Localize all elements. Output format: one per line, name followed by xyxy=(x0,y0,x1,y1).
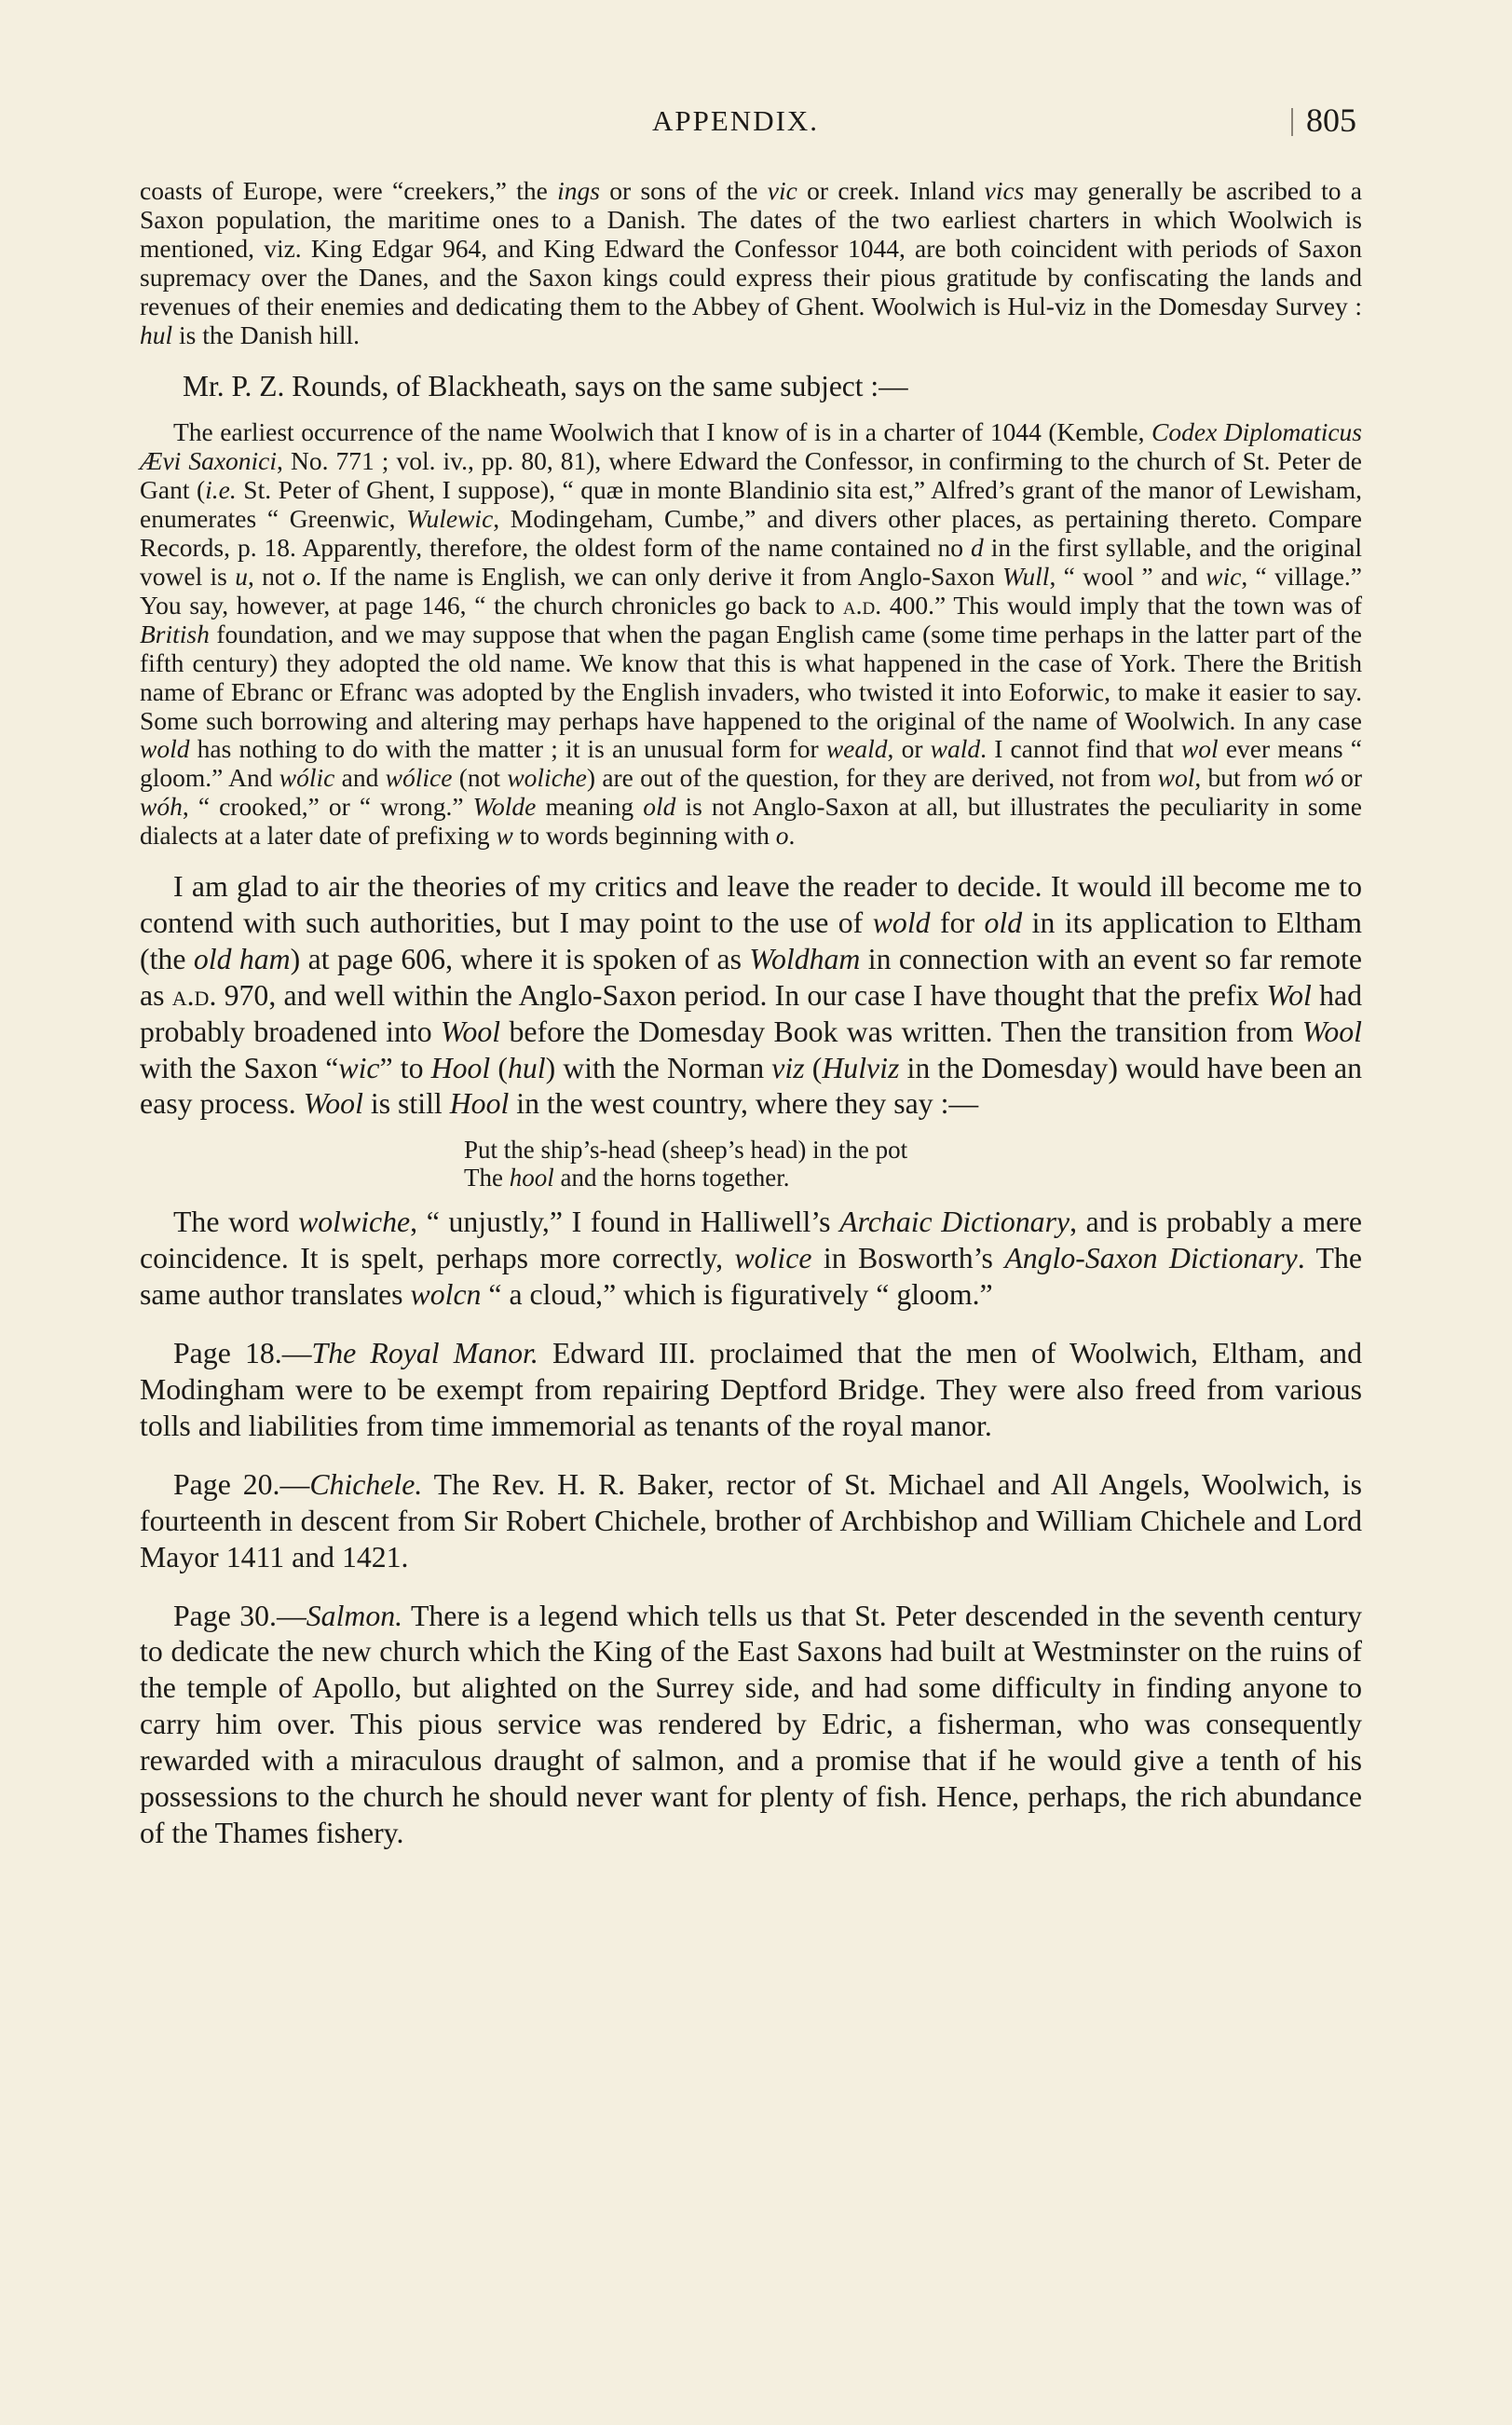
italic-text: Wolde xyxy=(472,792,537,822)
text-run: coasts of Europe, were “creekers,” the xyxy=(140,176,558,205)
italic-text: Woldham xyxy=(749,942,861,975)
italic-text: Hulviz xyxy=(822,1051,900,1084)
attribution-line xyxy=(183,370,1362,403)
text-run: ” to xyxy=(379,1051,431,1084)
italic-text: old xyxy=(984,906,1023,939)
italic-text: old xyxy=(643,792,676,822)
italic-text: woliche xyxy=(507,763,587,793)
paragraph-author-response xyxy=(140,869,1362,1123)
italic-text: Wol xyxy=(1266,978,1312,1012)
italic-text: hul xyxy=(140,320,173,349)
text-run: Page 18.— xyxy=(173,1337,312,1370)
text-run: St. Peter of Ghent, I suppose), “ quæ in monte Blandinio sita est,” Alfred’s grant of the manor of Lewisham, enumerates “ Greenwic, xyxy=(140,475,1362,534)
italic-text: old ham xyxy=(193,942,291,975)
text-run: , or xyxy=(887,734,931,764)
text-run: in the Domesday) would have been an easy process. xyxy=(140,1051,1362,1121)
italic-text: wold xyxy=(872,906,931,939)
italic-text: wólic xyxy=(279,763,335,793)
text-run: a.d. xyxy=(842,590,882,620)
text-run: Put the ship’s-head (sheep’s head) in the pot xyxy=(464,1136,908,1165)
italic-text: Wool xyxy=(1301,1015,1362,1048)
text-run: ) at page 606, where it is spoken of as xyxy=(290,942,750,975)
text-run: or xyxy=(1333,763,1362,793)
italic-text: wold xyxy=(140,734,190,764)
text-run: , No. 771 ; vol. iv., pp. 80, 81), where Edward the Confessor, in confirming to the church of St. Peter de Gant ( xyxy=(140,446,1362,505)
text-run: Mr. P. Z. Rounds, of Blackheath, says on the same subject :— xyxy=(183,370,908,403)
italic-text: u xyxy=(235,561,248,591)
verse-line-2 xyxy=(464,1164,789,1192)
italic-text: w xyxy=(496,821,513,851)
text-run: and xyxy=(334,763,386,793)
text-run: Page 30.— xyxy=(173,1599,306,1632)
text-run: ever means “ gloom.” And xyxy=(140,734,1362,793)
text-run: There is a legend which tells us that St. Peter descended in the seventh century to dedicate the new church which the King of the East Saxons had built at Westminster on the ruins of the temple of Apollo, but alighted on the Surrey side, and had some difficulty in finding anyone to carry him over. This pious service was rendered by Edric, a fisherman, who was consequently rewarded with a miraculous draught of salmon, and a promise that if he would give a tenth of his possessions to the church he should never want for plenty of fish. Hence, perhaps, the rich abundance of the Thames fishery. xyxy=(140,1599,1362,1849)
italic-text: Wool xyxy=(440,1015,501,1048)
text-run: foundation, and we may suppose that when the pagan English came (some time perhaps in the latter part of the fifth century) they adopted the old name. We know that this is what happened in the case of York. There the British name of Ebranc or Efranc was adopted by the English invaders, who twisted it into Eoforwic, to make it easier to say. Some such borrowing and altering may perhaps have happened to the original of the name of Woolwich. In any case xyxy=(140,619,1362,735)
text-run: ) with the Norman xyxy=(545,1051,772,1084)
text-run: The earliest occurrence of the name Woolwich that I know of is in a charter of 1044 (Kemble, xyxy=(173,417,1152,447)
italic-text: wolwiche xyxy=(298,1206,411,1239)
text-run: to words beginning with xyxy=(512,821,776,851)
italic-text: vics xyxy=(984,176,1025,205)
italic-text: Archaic Dictionary xyxy=(839,1206,1070,1239)
text-run: or sons of the xyxy=(599,176,768,205)
page-header xyxy=(0,101,1512,157)
italic-text: o xyxy=(775,821,789,851)
text-run: Edward III. proclaimed that the men of Woolwich, Eltham, and Modingham were to be exempt from repairing Deptford Bridge. They were also freed from various tolls and liabilities from time immemorial as tenants of the royal manor. xyxy=(140,1337,1362,1442)
italic-text: Salmon. xyxy=(306,1599,403,1632)
text-run: . xyxy=(788,821,796,851)
text-run: with the Saxon “ xyxy=(140,1051,339,1084)
text-run: , Modingeham, Cumbe,” and divers other places, as pertaining thereto. Compare Records, p. 18. Apparently, therefore, the oldest form of the name contained no xyxy=(140,504,1362,563)
text-run: , not xyxy=(247,561,303,591)
italic-text: wol xyxy=(1157,763,1195,793)
page-body xyxy=(140,177,1362,1852)
text-run: Page 20.— xyxy=(173,1467,310,1501)
text-run: I am glad to air the theories of my critics and leave the reader to decide. It would ill become me to contend with such authorities, but I may point to the use of xyxy=(140,870,1362,939)
italic-text: wol xyxy=(1180,734,1219,764)
text-run: in Bosworth’s xyxy=(811,1242,1005,1275)
italic-text: wó xyxy=(1303,763,1334,793)
text-run: The word xyxy=(173,1206,299,1239)
page-number: 805 xyxy=(1306,102,1356,139)
italic-text: wóh xyxy=(140,792,183,822)
italic-text: wólice xyxy=(385,763,453,793)
text-run: , “ crooked,” or “ wrong.” xyxy=(182,792,473,822)
paragraph-wolwiche xyxy=(140,1205,1362,1314)
italic-text: British xyxy=(140,619,210,648)
text-run: , “ unjustly,” I found in Halliwell’s xyxy=(410,1206,840,1239)
italic-text: weald xyxy=(825,734,888,764)
text-run: “ a cloud,” which is figuratively “ gloom.” xyxy=(481,1278,993,1312)
paragraph-page-20 xyxy=(140,1467,1362,1576)
text-run: , but from xyxy=(1194,763,1304,793)
verse-quote xyxy=(464,1136,1362,1192)
text-run: a.d. xyxy=(171,978,217,1012)
text-run: is the Danish hill. xyxy=(172,320,361,349)
text-run: meaning xyxy=(536,792,644,822)
italic-text: wic xyxy=(1206,561,1242,591)
text-run: The xyxy=(464,1164,510,1192)
italic-text: wic xyxy=(338,1051,380,1084)
text-run: is not Anglo-Saxon at all, but illustrates the peculiarity in some dialects at a later date of prefixing xyxy=(140,792,1362,851)
italic-text: Codex Diplomaticus Ævi Saxonici xyxy=(140,417,1362,476)
italic-text: Wool xyxy=(303,1087,363,1121)
text-run: in connection with an event so far remote as xyxy=(140,942,1363,1012)
text-run: . If the name is English, we can only derive it from Anglo-Saxon xyxy=(315,561,1003,591)
running-head: APPENDIX. xyxy=(652,104,820,137)
paragraph-page-18 xyxy=(140,1336,1362,1445)
italic-text: viz xyxy=(771,1051,805,1084)
header-rule-mark xyxy=(1291,108,1293,136)
paragraph-quote-continuation xyxy=(140,177,1362,349)
text-run: . I cannot find that xyxy=(980,734,1181,764)
italic-text: ings xyxy=(557,176,600,205)
text-run: . The same author translates xyxy=(140,1242,1362,1312)
text-run: in the first syllable, and the original vowel is xyxy=(140,533,1362,591)
verse-line-1 xyxy=(464,1136,907,1164)
italic-text: vic xyxy=(767,176,797,205)
text-run: had probably broadened into xyxy=(140,978,1362,1048)
text-run: (not xyxy=(452,763,508,793)
paragraph-rounds-letter xyxy=(140,418,1362,851)
text-run: for xyxy=(930,906,985,939)
italic-text: d xyxy=(971,533,984,563)
text-run: has nothing to do with the matter ; it is an unusual form for xyxy=(189,734,826,764)
italic-text: wolice xyxy=(734,1242,812,1275)
text-run: , “ village.” You say, however, at page 146, “ the church chronicles go back to xyxy=(140,561,1362,620)
italic-text: Wulewic xyxy=(406,504,494,534)
text-run: and the horns together. xyxy=(553,1164,790,1192)
italic-text: hool xyxy=(509,1164,554,1192)
text-run: may generally be ascribed to a Saxon population, the maritime ones to a Danish. The dates of the two earliest charters in which Woolwich is mentioned, viz. King Edgar 964, and King Edward the Confessor 1044, are both coincident with periods of Saxon supremacy over the Danes, and the Saxon kings could express their pious gratitude by confiscating the lands and revenues of their enemies and dedicating them to the Abbey of Ghent. Woolwich is Hul-viz in the Domesday Survey : xyxy=(140,176,1362,320)
text-run: or creek. Inland xyxy=(797,176,985,205)
text-run: ( xyxy=(490,1051,508,1084)
italic-text: wald xyxy=(930,734,981,764)
text-run: , and is probably a mere coincidence. It is spelt, perhaps more correctly, xyxy=(140,1206,1362,1275)
text-run: 400.” This would imply that the town was of xyxy=(881,590,1363,620)
italic-text: Hool xyxy=(449,1087,510,1121)
text-run: The Rev. H. R. Baker, rector of St. Michael and All Angels, Woolwich, is fourteenth in descent from Sir Robert Chichele, brother of Archbishop and William Chichele and Lord Mayor 1411 and 1421. xyxy=(140,1467,1362,1574)
italic-text: Hool xyxy=(430,1051,491,1084)
italic-text: The Royal Manor. xyxy=(311,1337,538,1370)
text-run: ) are out of the question, for they are derived, not from xyxy=(586,763,1158,793)
italic-text: Anglo-Saxon Dictionary xyxy=(1004,1242,1298,1275)
text-run: before the Domesday Book was written. Then the transition from xyxy=(500,1015,1302,1048)
italic-text: hul xyxy=(507,1051,546,1084)
text-run: ( xyxy=(804,1051,823,1084)
text-run: in the west country, where they say :— xyxy=(509,1087,979,1121)
paragraph-page-30 xyxy=(140,1599,1362,1852)
italic-text: i.e. xyxy=(205,475,237,505)
italic-text: o xyxy=(302,561,316,591)
text-run: is still xyxy=(362,1087,450,1121)
text-run: in its application to Eltham (the xyxy=(140,906,1362,975)
italic-text: Wull xyxy=(1002,561,1050,591)
text-run: , “ wool ” and xyxy=(1049,561,1206,591)
italic-text: wolcn xyxy=(410,1278,482,1312)
italic-text: Chichele. xyxy=(309,1467,423,1501)
text-run: 970, and well within the Anglo-Saxon period. In our case I have thought that the prefix xyxy=(216,978,1267,1012)
